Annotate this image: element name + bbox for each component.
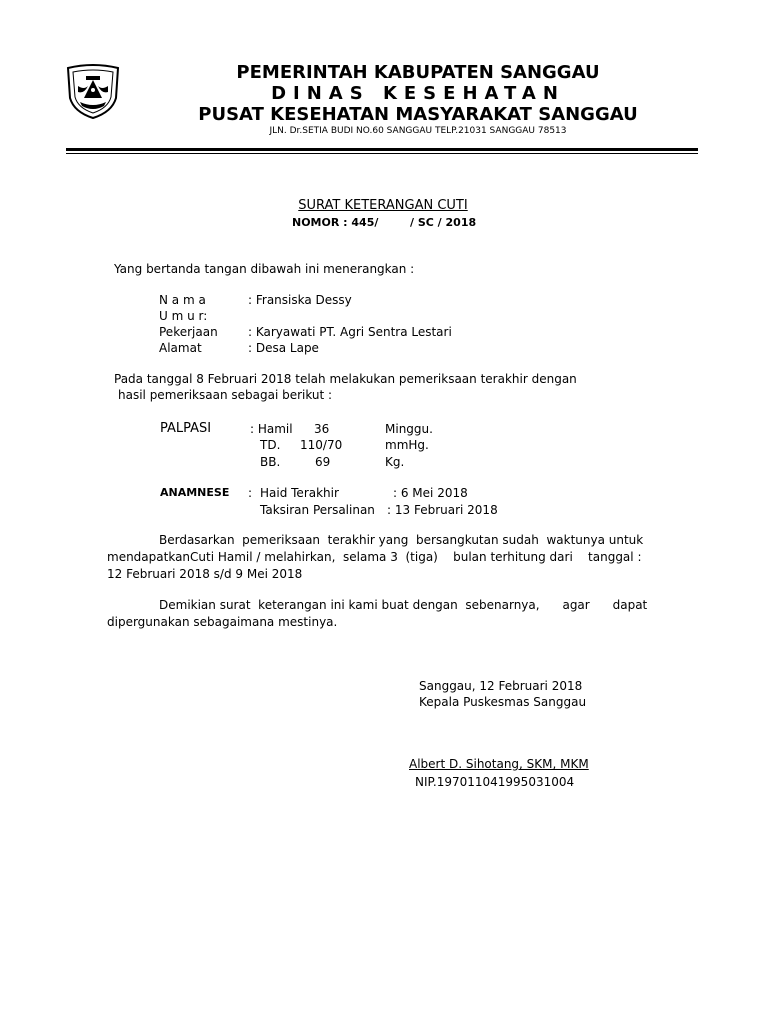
identity-label-age: U m u r: xyxy=(159,309,208,323)
document-number-label: NOMOR : 445/ xyxy=(292,216,379,229)
letterhead-divider-thin xyxy=(66,153,698,154)
identity-value-job: : Karyawati PT. Agri Sentra Lestari xyxy=(248,325,452,339)
palpasi-row-value: 69 xyxy=(315,455,331,469)
palpasi-row-unit: Kg. xyxy=(385,455,405,469)
closing-line2: dipergunakan sebagaimana mestinya. xyxy=(107,615,338,629)
anamnese-row-value: : 6 Mei 2018 xyxy=(393,486,468,500)
identity-value-name: : Fransiska Dessy xyxy=(248,293,352,307)
anamnese-row-name: Haid Terakhir xyxy=(260,486,339,500)
palpasi-row-name: : Hamil xyxy=(250,422,293,436)
document-number-suffix: / SC / 2018 xyxy=(410,216,477,229)
letterhead-divider-thick xyxy=(66,148,698,151)
palpasi-row-unit: mmHg. xyxy=(385,438,429,452)
signature-position: Kepala Puskesmas Sanggau xyxy=(419,695,587,709)
letterhead-institution: PUSAT KESEHATAN MASYARAKAT SANGGAU xyxy=(198,104,638,125)
letterhead-address: JLN. Dr.SETIA BUDI NO.60 SANGGAU TELP.21031 SANGGAU 78513 xyxy=(269,126,567,136)
identity-label-address: Alamat xyxy=(159,341,202,355)
letterhead-government: PEMERINTAH KABUPATEN SANGGAU xyxy=(236,62,600,83)
exam-text-line1: Pada tanggal 8 Februari 2018 telah melakukan pemeriksaan terakhir dengan xyxy=(114,372,577,386)
identity-value-address: : Desa Lape xyxy=(248,341,319,355)
exam-text-line2: hasil pemeriksaan sebagai berikut : xyxy=(118,388,333,402)
anamnese-row-name: Taksiran Persalinan xyxy=(260,503,375,517)
signature-name: Albert D. Sihotang, SKM, MKM xyxy=(409,757,589,771)
closing-line1: Demikian surat keterangan ini kami buat dengan sebenarnya, agar dapat xyxy=(159,598,648,612)
letterhead-department: DINAS KESEHATAN xyxy=(271,83,565,104)
palpasi-label: PALPASI xyxy=(160,421,212,436)
palpasi-row-unit: Minggu. xyxy=(385,422,433,436)
anamnese-row-value: : 13 Februari 2018 xyxy=(387,503,498,517)
conclusion-line1: Berdasarkan pemeriksaan terakhir yang bersangkutan sudah waktunya untuk xyxy=(159,533,644,547)
intro-text: Yang bertanda tangan dibawah ini menerangkan : xyxy=(114,262,415,276)
anamnese-colon: : xyxy=(248,486,253,500)
palpasi-row-value: 110/70 xyxy=(300,438,343,452)
conclusion-line2: mendapatkanCuti Hamil / melahirkan, selama 3 (tiga) bulan terhitung dari tanggal : xyxy=(107,550,642,564)
conclusion-line3: 12 Februari 2018 s/d 9 Mei 2018 xyxy=(107,567,303,581)
identity-label-name: N a m a xyxy=(159,293,206,307)
palpasi-row-value: 36 xyxy=(314,422,330,436)
signature-nip: NIP.197011041995031004 xyxy=(415,775,575,789)
identity-label-job: Pekerjaan xyxy=(159,325,218,339)
signature-place-date: Sanggau, 12 Februari 2018 xyxy=(419,679,583,693)
palpasi-row-name: TD. xyxy=(260,438,281,452)
anamnese-label: ANAMNESE xyxy=(160,486,230,499)
document-title: SURAT KETERANGAN CUTI xyxy=(298,198,468,213)
palpasi-row-name: BB. xyxy=(260,455,281,469)
